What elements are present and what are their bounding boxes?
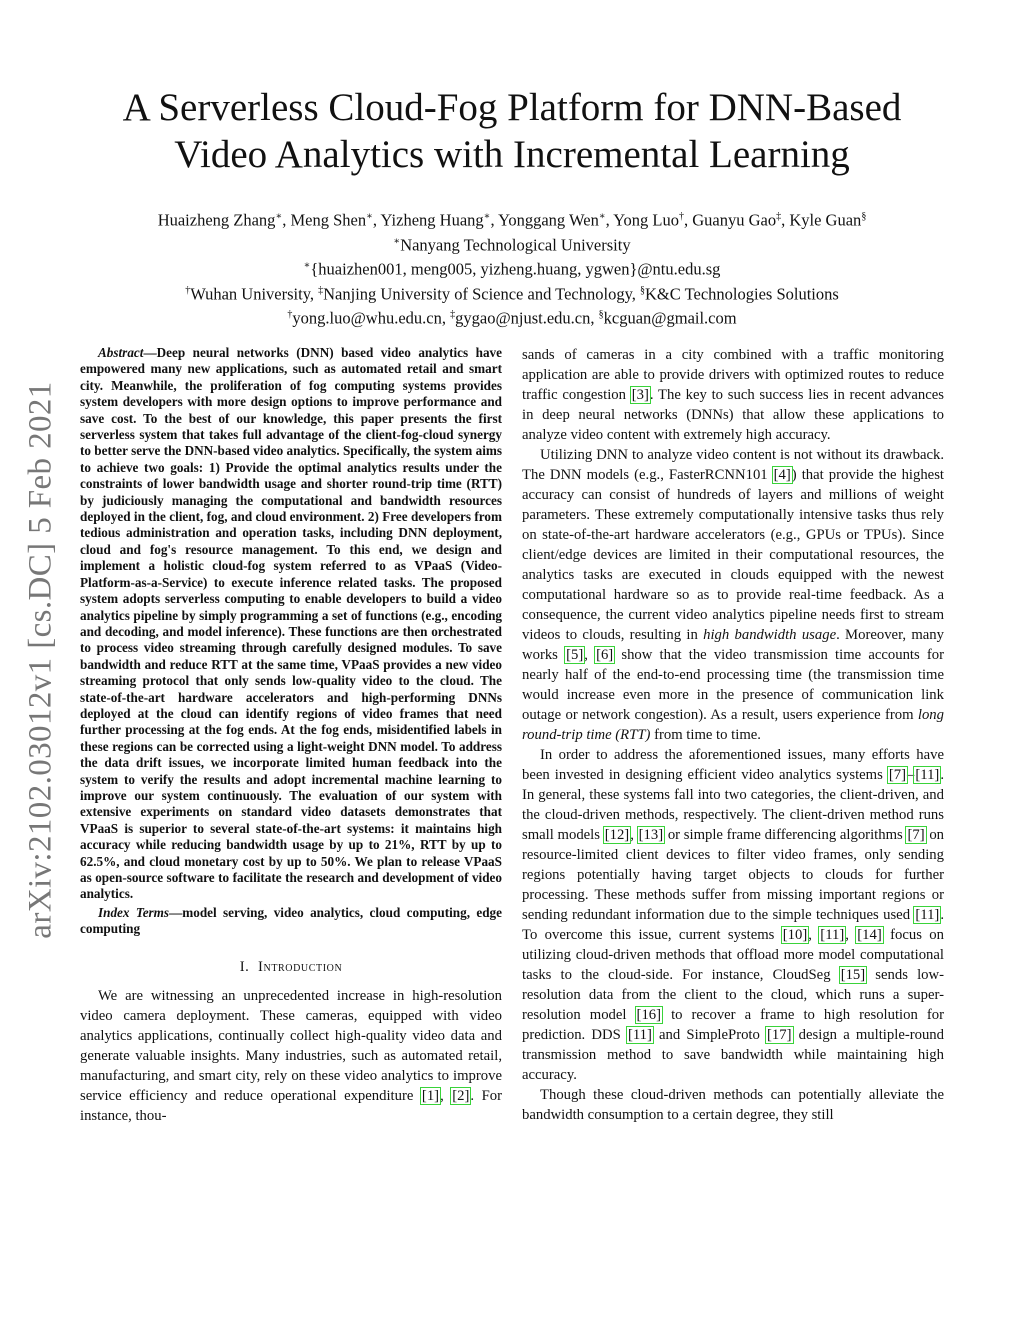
author-name: Yonggang Wen — [498, 210, 599, 230]
abstract — [80, 345, 502, 903]
index-terms — [80, 905, 502, 938]
citation-link[interactable]: [4] — [773, 467, 791, 483]
author-names: Huaizheng Zhang∗, Meng Shen∗, Yizheng Huang∗, Yonggang Wen∗, Yong Luo†, Guanyu Gao‡, Kyle Guan§ — [157, 210, 867, 230]
email-1: ∗{huaizhen001, meng005, yizheng.huang, ygwen}@ntu.edu.sg — [303, 259, 721, 279]
author-name: Kyle Guan — [789, 210, 862, 230]
author-name: Guanyu Gao — [692, 210, 777, 230]
title-line-1: A Serverless Cloud-Fog Platform for DNN-Based — [122, 86, 902, 129]
citation-link[interactable]: [7] — [888, 767, 907, 783]
affiliation-mark: ∗ — [483, 211, 491, 222]
intro-paragraph-1-continued: sands of cameras in a city combined with a traffic monitoring application are able to provide drivers with optimized routes to reduce traffic congestion [3]. The key to such success lies in recent advances in deep neural networks (DNNs) that allow these applications to analyze video content with extremely high accuracy. — [522, 347, 944, 443]
citation-link[interactable]: [11] — [915, 767, 940, 783]
arxiv-identifier-text: arXiv:2102.03012v1 [cs.DC] 5 Feb 2021 — [22, 381, 59, 939]
intro-paragraph-1: We are witnessing an unprecedented increase in high-resolution video camera deployment. These cameras, equipped with video analytics applications, continually collect high-quality video data and generate valuable insights. Many industries, such as automated retail, manufacturing, and smart city, rely on these video analytics to improve service efficiency and reduce operational expenditure [1], [2]. For instance, thou- — [80, 987, 503, 1124]
abstract-label: Abstract — [98, 345, 144, 360]
author-name: Meng Shen — [290, 210, 367, 230]
citation-link[interactable]: [7] — [907, 827, 925, 843]
author-name: Yong Luo — [613, 210, 679, 230]
citation-link[interactable]: [2] — [452, 1087, 470, 1104]
intro-paragraph-3: In order to address the aforementioned issues, many efforts have been invested in designing efficient video analytics systems [7]–[11]. In general, these systems fall into two categories, the client-driven, and the cloud-driven methods, respectively. The client-driven method runs small models [12], [13] or simple frame differencing algorithms [7] on resource-limited client devices to filter video frames, only sending regions potentially having target objects to clouds for further processing. These methods suffer from missing important regions or sending redundant information due to the simple techniques used [11]. To overcome this issue, current systems [10], [11], [14] focus on utilizing cloud-driven methods that offload more model computational tasks to the cloud-side. For instance, CloudSeg [15] sends low-resolution data from the client to the cloud, which runs a super-resolution model [16] to recover a frame to high resolution for prediction. DDS [11] and SimpleProto [17] design a multiple-round transmission method to save bandwidth while maintaining high accuracy. — [522, 747, 945, 1083]
author-name: Yizheng Huang — [380, 210, 484, 230]
citation-link[interactable]: [11] — [820, 927, 845, 943]
author-block — [80, 206, 944, 329]
citation-link[interactable]: [6] — [596, 647, 614, 663]
citation-link[interactable]: [1] — [421, 1087, 440, 1104]
citation-link[interactable]: [11] — [915, 907, 940, 923]
right-column — [522, 345, 944, 1125]
citation-link[interactable]: [10] — [782, 927, 808, 943]
affiliation-mark: ∗ — [366, 211, 373, 222]
title-line-2: Video Analytics with Incremental Learning — [174, 133, 850, 176]
affiliation-mark: ‡ — [776, 211, 782, 222]
affiliation-mark: ∗ — [598, 211, 606, 222]
affiliation-2: †Wuhan University, ‡Nanjing University of Science and Technology, §K&C Technologies Solutions — [185, 284, 839, 303]
affiliation-mark: § — [861, 211, 867, 222]
arxiv-identifier — [16, 360, 66, 960]
intro-paragraph-2: Utilizing DNN to analyze video content is not without its drawback. The DNN models (e.g., FasterRCNN101 [4]) that provide the highest accuracy can consist of hundreds of layers and millions of weight parameters. These extremely computationally intensive tasks thus rely on state-of-the-art hardware accelerators (e.g., GPUs or TPUs). Since client/edge devices are limited in their computational resources, the analytics tasks are executed in clouds equipped with the newest computational hardware so as to provide real-time feedback. As a consequence, the current video analytics pipeline needs first to stream videos to clouds, resulting in high bandwidth usage. Moreover, many works [5], [6] show that the video transmission time accounts for nearly half of the end-to-end processing time (the transmission time would increase even more in the presence of communication link outage or network congestion). As a result, users experience from long round-trip time (RTT) from time to time. — [522, 447, 945, 743]
citation-link[interactable]: [17] — [767, 1027, 792, 1043]
citation-link[interactable]: [5] — [566, 647, 584, 663]
abstract-text: —Deep neural networks (DNN) based video analytics have empowered many new applications, such as automated retail and smart city. Meanwhile, the proliferation of fog computing systems provides system developers with more design options to improve performance and save cost. To the best of our knowledge, this paper presents the first serverless system that takes full advantage of the client-fog-cloud synergy to better serve the DNN-based video analytics. Specifically, the system aims to achieve two goals: 1) Provide the optimal analytics results under the constraints of lower bandwidth usage and shorter round-trip time (RTT) by judiciously managing the computational and bandwidth resources deployed in the client, fog, and cloud environment. 2) Free developers from tedious administration and operation tasks, including DNN deployment, cloud and fog's resource management. To this end, we design and implement a holistic cloud-fog system referred to as VPaaS (Video-Platform-as-a-Service) to execute inference related tasks. The proposed system adopts serverless computing to enable developers to build a video analytics pipeline by simply programming a set of functions (e.g., encoding and decoding, and model inference). These functions are then orchestrated to process video streaming through carefully designed modules. To save bandwidth and reduce RTT at the same time, VPaaS provides a new video streaming protocol that only sends low-quality video to the cloud. The state-of-the-art hardware accelerators and high-performing DNNs deployed at the cloud can identify regions of video frames that need further processing at the fog ends. At the fog ends, misidentified labels in these regions can be corrected using a light-weight DNN model. To address the data drift issues, we incorporate limited human feedback into the system to verify the results and adopt incremental machine learning to improve our system continuously. The evaluation of our system with extensive experiments on standard video datasets demonstrates that VPaaS is superior to several state-of-the-art systems: it maintains high accuracy while reducing bandwidth usage by up to 21%, RTT by up to 62.5%, and cloud monetary cost by up to 50%. We plan to release VPaaS as open-source software to facilitate the research and development of video analytics. — [80, 345, 502, 902]
section-heading: I. Introduction — [239, 958, 343, 975]
paper-header — [80, 84, 944, 329]
citation-link[interactable]: [11] — [627, 1027, 652, 1043]
citation-link[interactable]: [16] — [636, 1007, 662, 1023]
affiliation-mark: ∗ — [275, 211, 283, 222]
citation-link[interactable]: [15] — [840, 967, 866, 983]
author-name: Huaizheng Zhang — [157, 210, 276, 230]
affiliation-mark: † — [679, 211, 684, 222]
paper-title — [80, 84, 944, 178]
index-terms-text: —model serving, video analytics, cloud computing, edge computing — [80, 904, 503, 937]
citation-link[interactable]: [13] — [638, 827, 664, 843]
citation-link[interactable]: [12] — [604, 827, 630, 843]
left-column — [80, 345, 502, 1126]
intro-paragraph-4: Though these cloud-driven methods can potentially alleviate the bandwidth consumption to a certain degree, they still — [522, 1087, 944, 1123]
citation-link[interactable]: [3] — [631, 387, 649, 403]
index-terms-label: Index Terms — [98, 904, 170, 920]
affiliation-1: ∗Nanyang Technological University — [393, 235, 631, 254]
citation-link[interactable]: [14] — [857, 927, 882, 943]
email-2: †yong.luo@whu.edu.cn, ‡gygao@njust.edu.cn, §kcguan@gmail.com — [287, 308, 737, 328]
